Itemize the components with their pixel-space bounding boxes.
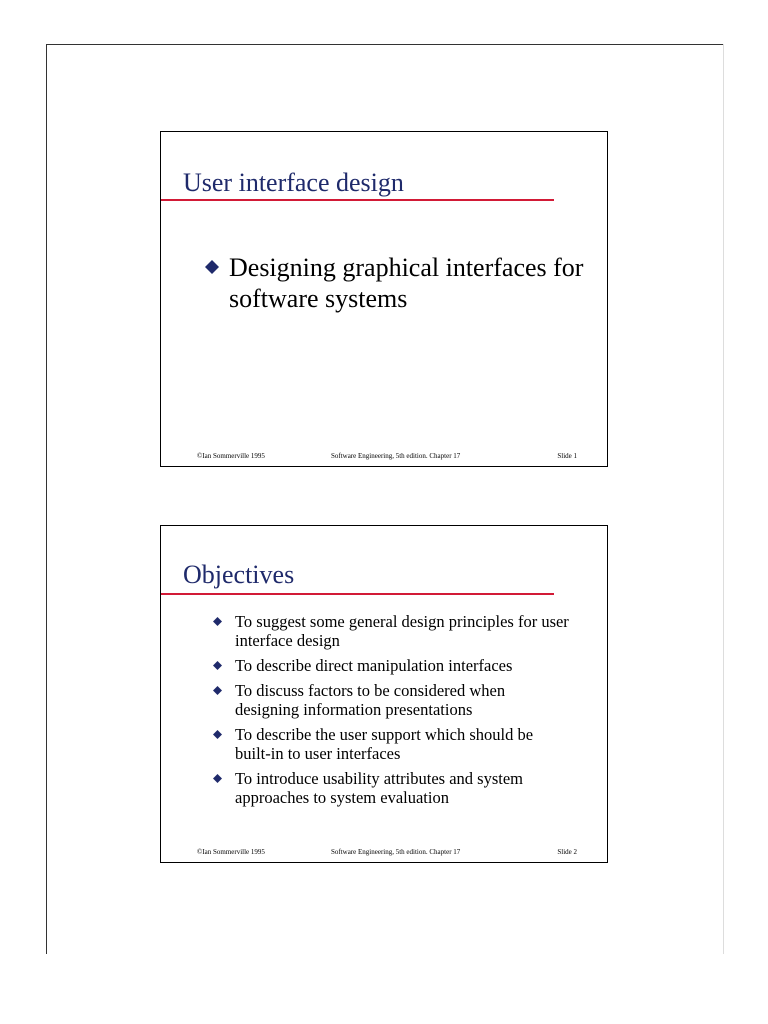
list-item <box>211 681 571 719</box>
list-item <box>211 725 571 763</box>
bullet-list <box>211 612 571 813</box>
slide-1 <box>160 131 608 467</box>
diamond-bullet-icon <box>213 774 222 783</box>
bullet-text: Designing graphical interfaces for software systems <box>229 253 584 313</box>
bullet-text: To suggest some general design principles for user interface design <box>235 612 569 650</box>
bullet-list <box>205 252 585 314</box>
title-underline <box>161 199 554 201</box>
slide-title: Objectives <box>183 560 295 589</box>
title-underline <box>161 593 554 595</box>
diamond-bullet-icon <box>213 730 222 739</box>
footer-slide-number: Slide 1 <box>557 452 577 460</box>
diamond-bullet-icon <box>213 686 222 695</box>
list-item <box>205 252 585 314</box>
footer-book: Software Engineering, 5th edition. Chapter 17 <box>331 848 461 856</box>
bullet-text: To introduce usability attributes and system approaches to system evaluation <box>235 769 524 807</box>
list-item <box>211 656 571 675</box>
diamond-bullet-icon <box>213 661 222 670</box>
slide-title: User interface design <box>183 168 404 197</box>
slide-2 <box>160 525 608 863</box>
footer-book: Software Engineering, 5th edition. Chapter 17 <box>331 452 461 460</box>
footer-copyright: ©Ian Sommerville 1995 <box>197 848 265 856</box>
bullet-text: To describe direct manipulation interfaces <box>235 656 513 675</box>
page-border-right <box>723 44 724 954</box>
footer-slide-number: Slide 2 <box>557 848 577 856</box>
footer-copyright: ©Ian Sommerville 1995 <box>197 452 265 460</box>
diamond-bullet-icon <box>213 617 222 626</box>
bullet-text: To discuss factors to be considered when designing information presentations <box>235 681 506 719</box>
list-item <box>211 769 571 807</box>
diamond-bullet-icon <box>205 260 219 274</box>
list-item <box>211 612 571 650</box>
bullet-text: To describe the user support which should be built-in to user interfaces <box>235 725 534 763</box>
page-border-left <box>46 44 47 954</box>
page-border-top <box>46 44 724 45</box>
